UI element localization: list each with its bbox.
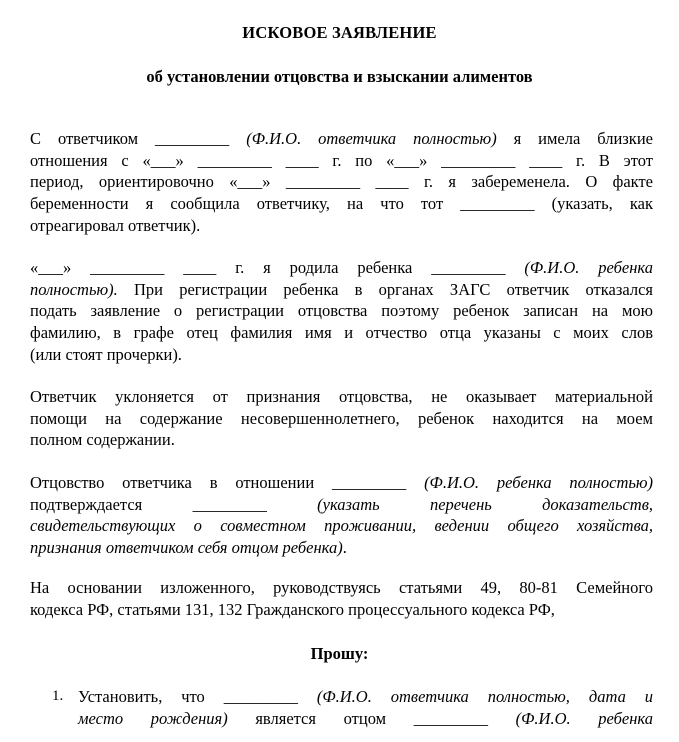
placeholder-defendant-details: (Ф.И.О. ответчика полностью, дата и: [316, 687, 653, 706]
text-run: я имела близкие: [496, 129, 653, 148]
text-run: С ответчиком _________: [30, 129, 247, 148]
placeholder-evidence: (указать перечень доказательств,: [317, 494, 653, 514]
text-line: помощи на содержание несовершеннолетнего, ребенок находится на моем: [30, 408, 653, 428]
paragraph-legal-basis: [30, 577, 653, 620]
paragraph-birth: [30, 257, 653, 365]
text-line: [30, 257, 653, 279]
text-line: беременности я сообщила ответчику, на что тот _________ (указать, как: [30, 194, 653, 214]
placeholder-birthplace: место рождения): [78, 708, 228, 728]
placeholder-child-name: (Ф.И.О. ребенка: [524, 258, 653, 277]
text-run: «___» _________ ____ г. я родила ребенка _________: [30, 258, 525, 277]
list-item-number: 1.: [52, 688, 64, 704]
paragraph-evasion: [30, 386, 653, 451]
text-line: Ответчик уклоняется от признания отцовства, не оказывает материальной: [30, 387, 653, 406]
text-line: отреагировал ответчик).: [30, 215, 201, 235]
text-line: [30, 537, 653, 559]
text-line: период, ориентировочно «___» _________ ____ г. я забеременела. О факте: [30, 172, 653, 192]
document-subtitle: об установлении отцовства и взыскании алиментов: [146, 67, 533, 86]
text-line: отношения с «___» _________ ____ г. по «___» _________ ____ г. В этот: [30, 150, 653, 170]
text-line: подать заявление о регистрации отцовства поэтому ребенок записан на мою: [30, 301, 653, 321]
paragraph-evidence: [30, 472, 653, 559]
text-line: [30, 279, 653, 301]
text-line: полном содержании.: [30, 430, 175, 450]
text-line: На основании изложенного, руководствуясь статьями 49, 80-81 Семейного: [30, 578, 653, 597]
text-run: подтверждается _________: [30, 494, 318, 514]
text-line: кодекса РФ, статьями 131, 132 Гражданского процессуального кодекса РФ,: [30, 599, 555, 619]
placeholder-child-name: (Ф.И.О. ребенка: [515, 708, 653, 728]
text-run: является отцом _________: [227, 708, 516, 728]
document-title: ИСКОВОЕ ЗАЯВЛЕНИЕ: [242, 23, 437, 42]
placeholder-evidence-end: признания ответчиком себя отцом ребенка): [30, 538, 343, 558]
text-line: [30, 494, 653, 516]
text-run: При регистрации ребенка в органах ЗАГС ответчик отказался: [117, 279, 653, 299]
placeholder-defendant-name: (Ф.И.О. ответчика полностью): [246, 129, 497, 148]
placeholder-child-name-end: полностью).: [30, 279, 118, 299]
paragraph-relationship: [30, 128, 653, 236]
text-line: [78, 686, 653, 708]
text-line: [30, 128, 653, 150]
request-heading: Прошу:: [310, 644, 369, 663]
text-run: Отцовство ответчика в отношении _________: [30, 473, 425, 492]
placeholder-child-name: (Ф.И.О. ребенка полностью): [424, 473, 653, 492]
text-line: [30, 472, 653, 494]
text-run: Установить, что _________: [78, 687, 317, 706]
text-line: [78, 708, 653, 730]
text-line: фамилию, в графе отец фамилия имя и отчество отца указаны с моих слов: [30, 323, 653, 343]
text-line: (или стоят прочерки).: [30, 344, 182, 364]
text-line: свидетельствующих о совместном проживании, ведении общего хозяйства,: [30, 516, 653, 536]
text-run: .: [342, 538, 347, 558]
list-item: [78, 686, 653, 729]
